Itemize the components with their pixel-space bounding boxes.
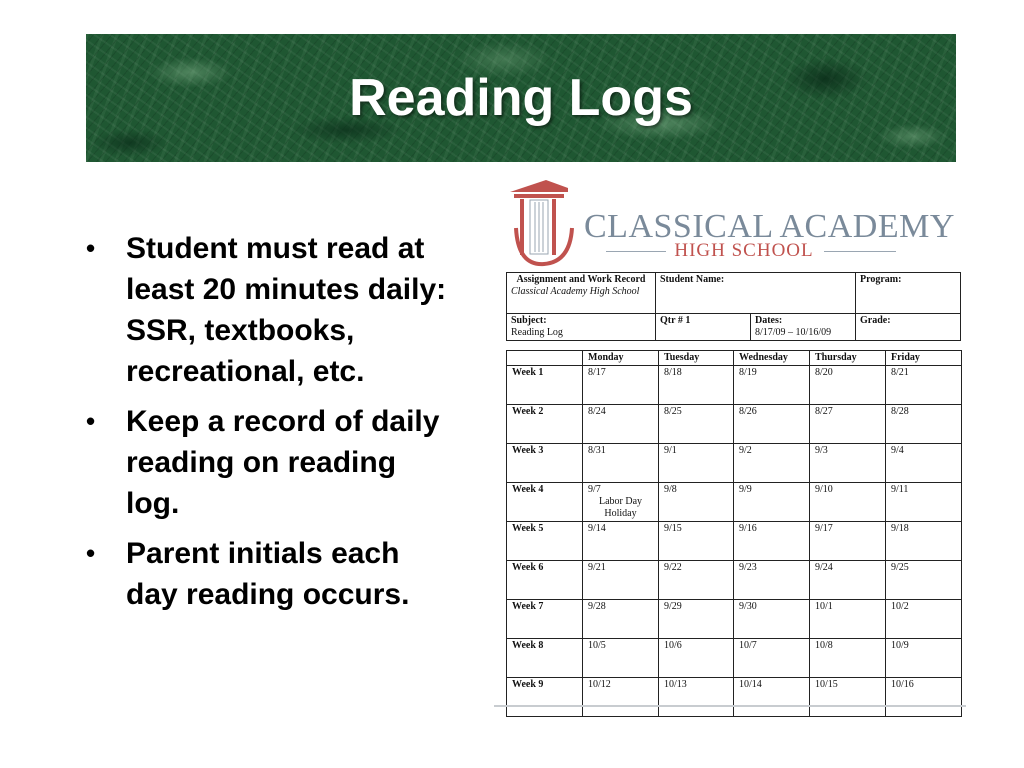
column-header: Monday [583, 351, 659, 366]
date-cell: 9/21 [583, 561, 659, 600]
date-cell: 10/1 [810, 600, 886, 639]
week-label: Week 7 [507, 600, 583, 639]
bottom-divider [494, 705, 966, 707]
date-cell: 10/7 [734, 639, 810, 678]
date-cell: 10/5 [583, 639, 659, 678]
table-row [507, 405, 962, 444]
date-cell: 9/17 [810, 522, 886, 561]
table-row [507, 444, 962, 483]
bullet-text: Student must read at least 20 minutes daily: SSR, textbooks, recreational, etc. [126, 232, 447, 388]
column-header: Thursday [810, 351, 886, 366]
date-cell: 10/2 [886, 600, 962, 639]
date-cell: 10/8 [810, 639, 886, 678]
bullet-icon: • [86, 233, 96, 263]
week-label: Week 2 [507, 405, 583, 444]
bullet-icon: • [86, 538, 96, 568]
date-cell: 8/17 [583, 366, 659, 405]
bullet-text: Keep a record of daily reading on reading log. [126, 405, 440, 520]
date-cell: 8/19 [734, 366, 810, 405]
date-cell: 8/28 [886, 405, 962, 444]
slide-title: Reading Logs [349, 69, 693, 127]
column-header: Wednesday [734, 351, 810, 366]
date-cell: 9/29 [659, 600, 734, 639]
week-label: Week 3 [507, 444, 583, 483]
date-cell: 9/11 [886, 483, 962, 522]
logo-subtitle: HIGH SCHOOL [674, 240, 814, 261]
week-label: Week 9 [507, 678, 583, 717]
schedule-table [506, 350, 962, 717]
title-banner [86, 34, 956, 162]
date-cell: 9/10 [810, 483, 886, 522]
subject-value: Reading Log [511, 327, 563, 338]
date-value: 9/7 [588, 484, 601, 495]
date-cell: 9/23 [734, 561, 810, 600]
date-cell: 10/9 [886, 639, 962, 678]
week-label: Week 4 [507, 483, 583, 522]
qtr-label: Qtr # 1 [656, 314, 751, 341]
date-cell: 8/20 [810, 366, 886, 405]
week-label: Week 6 [507, 561, 583, 600]
assignment-label: Assignment and Work Record [516, 274, 646, 285]
program-label: Program: [856, 273, 961, 314]
date-cell: 8/31 [583, 444, 659, 483]
bullet-list [82, 228, 452, 624]
week-label: Week 5 [507, 522, 583, 561]
date-cell: 9/8 [659, 483, 734, 522]
date-cell: 8/24 [583, 405, 659, 444]
column-header [507, 351, 583, 366]
grade-label: Grade: [856, 314, 961, 341]
dates-value: 8/17/09 – 10/16/09 [755, 327, 832, 338]
date-cell: 9/25 [886, 561, 962, 600]
date-cell: 10/12 [583, 678, 659, 717]
date-cell [583, 483, 659, 522]
pillar-icon [506, 178, 582, 268]
date-cell: 9/1 [659, 444, 734, 483]
dates-cell [751, 314, 856, 341]
subject-cell [507, 314, 656, 341]
bullet-text: Parent initials each day reading occurs. [126, 537, 410, 611]
date-cell: 9/15 [659, 522, 734, 561]
date-cell: 9/9 [734, 483, 810, 522]
table-row [507, 522, 962, 561]
table-row [507, 639, 962, 678]
subject-label: Subject: [511, 315, 547, 326]
date-cell: 10/14 [734, 678, 810, 717]
date-cell: 8/21 [886, 366, 962, 405]
date-cell: 9/2 [734, 444, 810, 483]
assignment-cell [507, 273, 656, 314]
date-cell: 9/4 [886, 444, 962, 483]
date-cell: 9/14 [583, 522, 659, 561]
date-cell: 10/15 [810, 678, 886, 717]
bullet-item [82, 401, 452, 524]
date-cell: 10/16 [886, 678, 962, 717]
column-header: Tuesday [659, 351, 734, 366]
date-cell: 10/6 [659, 639, 734, 678]
date-cell: 9/18 [886, 522, 962, 561]
bullet-item [82, 533, 452, 615]
dates-label: Dates: [755, 315, 783, 326]
table-row [507, 483, 962, 522]
date-cell: 8/27 [810, 405, 886, 444]
table-row [507, 366, 962, 405]
week-label: Week 1 [507, 366, 583, 405]
week-label: Week 8 [507, 639, 583, 678]
date-cell: 9/24 [810, 561, 886, 600]
school-name: Classical Academy High School [511, 286, 640, 297]
date-cell: 9/30 [734, 600, 810, 639]
date-cell: 8/26 [734, 405, 810, 444]
logo-title: CLASSICAL ACADEMY [584, 208, 955, 245]
bullet-item [82, 228, 452, 392]
column-header: Friday [886, 351, 962, 366]
table-row [507, 561, 962, 600]
table-row [507, 678, 962, 717]
school-logo [506, 178, 955, 268]
date-cell: 9/3 [810, 444, 886, 483]
holiday-note: Labor Day Holiday [598, 496, 643, 519]
date-cell: 10/13 [659, 678, 734, 717]
student-name-label: Student Name: [656, 273, 856, 314]
table-row [507, 600, 962, 639]
schedule-header-row [507, 351, 962, 366]
date-cell: 9/28 [583, 600, 659, 639]
date-cell: 8/18 [659, 366, 734, 405]
date-cell: 9/16 [734, 522, 810, 561]
date-cell: 8/25 [659, 405, 734, 444]
date-cell: 9/22 [659, 561, 734, 600]
form-header-table [506, 272, 961, 341]
bullet-icon: • [86, 406, 96, 436]
